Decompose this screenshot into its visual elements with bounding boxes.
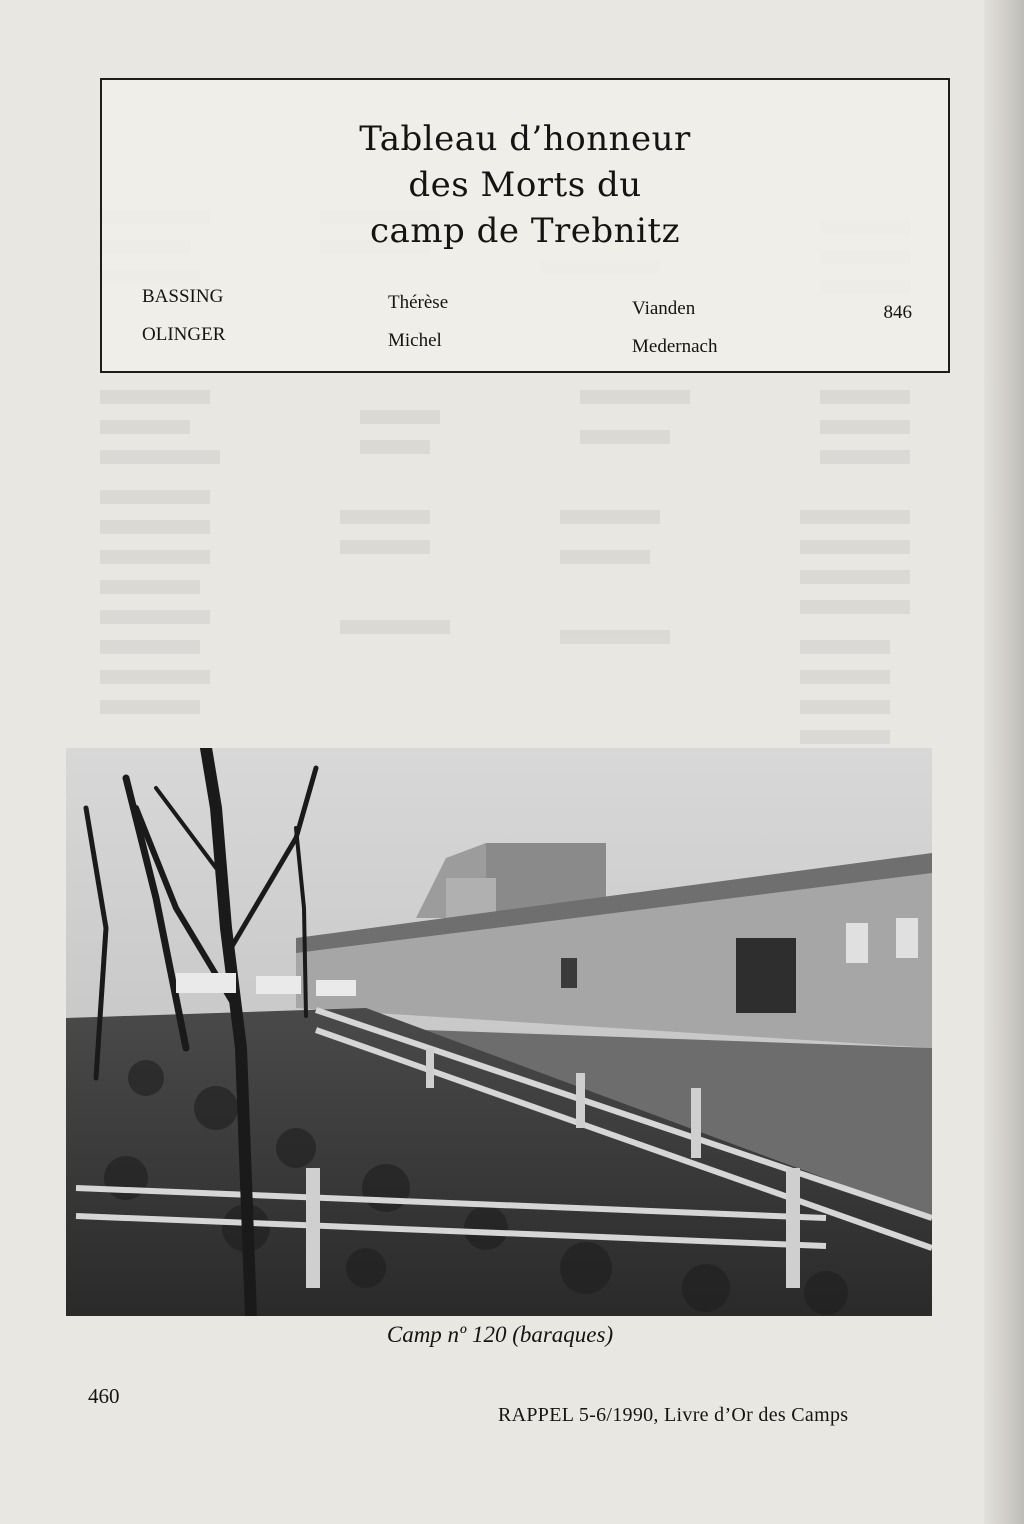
page-number: 460	[88, 1384, 120, 1408]
title-line-3: camp de Trebnitz	[370, 211, 680, 251]
entry-number: 846	[883, 302, 912, 323]
entry-name: BASSING	[142, 286, 224, 307]
page-edge-shadow	[984, 0, 1024, 1524]
honor-roll-title	[102, 116, 948, 254]
photo-caption: Camp nº 120 (baraques)	[386, 1322, 614, 1347]
honor-roll-box	[100, 78, 950, 373]
camp-barracks-photo	[66, 748, 932, 1316]
entry-first-name: Thérèse	[388, 292, 449, 313]
entry-town: Vianden	[632, 298, 696, 319]
entry-name: OLINGER	[142, 324, 226, 345]
entry-town: Medernach	[632, 336, 718, 357]
entry-first-name: Michel	[388, 330, 442, 351]
title-line-1: Tableau d’honneur	[359, 119, 691, 159]
title-line-2: des Morts du	[408, 165, 642, 205]
publication-reference: RAPPEL 5-6/1990, Livre d’Or des Camps	[498, 1404, 849, 1426]
